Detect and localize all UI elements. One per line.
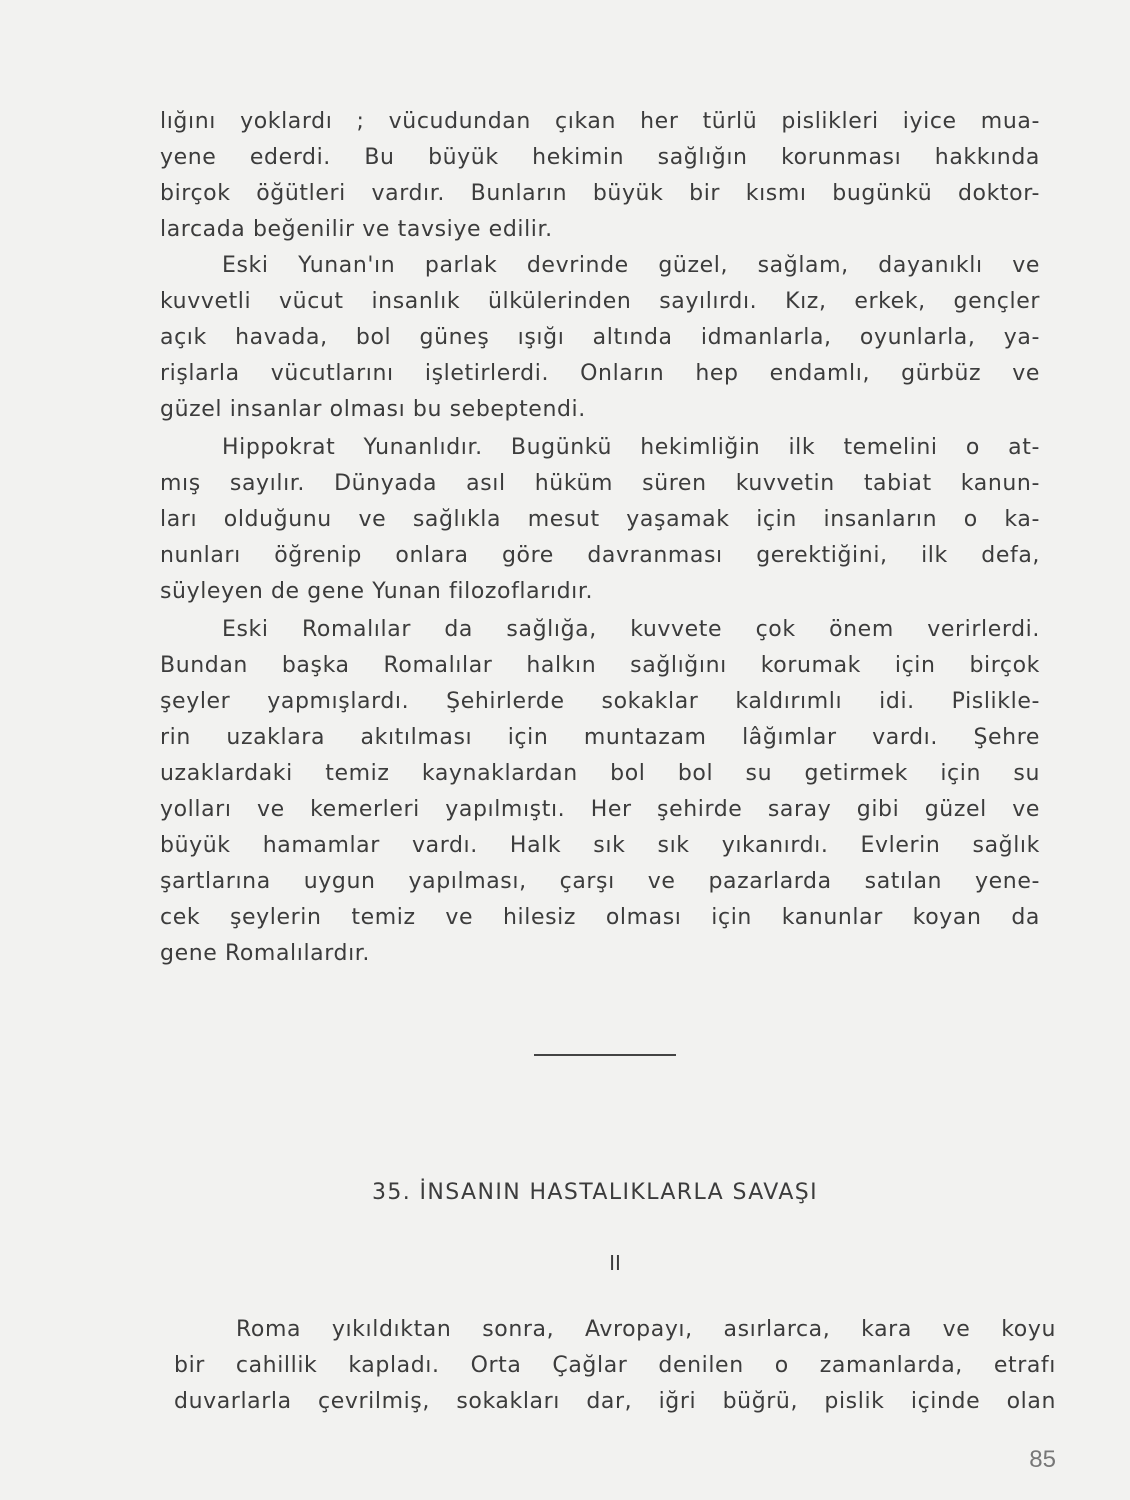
text-line: Roma yıkıldıktan sonra, Avropayı, asırlarca, kara ve koyu xyxy=(236,1317,1056,1342)
text-line: duvarlarla çevrilmiş, sokakları dar, iğri büğrü, pislik içinde olan xyxy=(174,1389,1056,1414)
text-line: lığını yoklardı ; vücudundan çıkan her türlü pislikleri iyice mua- xyxy=(160,109,1040,134)
text-line: uzaklardaki temiz kaynaklardan bol bol su getirmek için su xyxy=(160,761,1040,786)
text-line: mış sayılır. Dünyada asıl hüküm süren kuvvetin tabiat kanun- xyxy=(160,471,1040,496)
text-line: yolları ve kemerleri yapılmıştı. Her şehirde saray gibi güzel ve xyxy=(160,797,1040,822)
text-line: Eski Romalılar da sağlığa, kuvvete çok önem verirlerdi. xyxy=(222,617,1040,642)
text-line: gene Romalılardır. xyxy=(160,941,371,966)
text-line: larcada beğenilir ve tavsiye edilir. xyxy=(160,217,553,242)
text-line: açık havada, bol güneş ışığı altında idmanlarla, oyunlarla, ya- xyxy=(160,325,1040,350)
text-line: ları olduğunu ve sağlıkla mesut yaşamak için insanların o ka- xyxy=(160,507,1040,532)
text-line: Bundan başka Romalılar halkın sağlığını korumak için birçok xyxy=(160,653,1040,678)
text-line: Hippokrat Yunanlıdır. Bugünkü hekimliğin ilk temelini o at- xyxy=(222,435,1040,460)
text-line: cek şeylerin temiz ve hilesiz olması için kanunlar koyan da xyxy=(160,905,1040,930)
text-line: şeyler yapmışlardı. Şehirlerde sokaklar kaldırımlı idi. Pislikle- xyxy=(160,689,1040,714)
text-line: yene ederdi. Bu büyük hekimin sağlığın korunması hakkında xyxy=(160,145,1040,170)
text-line: büyük hamamlar vardı. Halk sık sık yıkanırdı. Evlerin sağlık xyxy=(160,833,1040,858)
text-line: rişlarla vücutlarını işletirlerdi. Onların hep endamlı, gürbüz ve xyxy=(160,361,1040,386)
text-line: birçok öğütleri vardır. Bunların büyük bir kısmı bugünkü doktor- xyxy=(160,181,1040,206)
text-line: kuvvetli vücut insanlık ülkülerinden sayılırdı. Kız, erkek, gençler xyxy=(160,289,1040,314)
text-line: güzel insanlar olması bu sebeptendi. xyxy=(160,397,586,422)
text-line: Eski Yunan'ın parlak devrinde güzel, sağlam, dayanıklı ve xyxy=(222,253,1040,278)
text-line: nunları öğrenip onlara göre davranması gerektiğini, ilk defa, xyxy=(160,543,1040,568)
text-line: süyleyen de gene Yunan filozoflarıdır. xyxy=(160,579,594,604)
section-divider xyxy=(534,1054,676,1056)
section-heading: 35. İNSANIN HASTALIKLARLA SAVAŞI xyxy=(371,1180,819,1205)
section-part-number: II xyxy=(609,1251,621,1275)
text-line: rin uzaklara akıtılması için muntazam lâğımlar vardı. Şehre xyxy=(160,725,1040,750)
page-number: 85 xyxy=(1029,1446,1056,1473)
text-line: bir cahillik kapladı. Orta Çağlar denilen o zamanlarda, etrafı xyxy=(174,1353,1056,1378)
text-line: şartlarına uygun yapılması, çarşı ve pazarlarda satılan yene- xyxy=(160,869,1040,894)
